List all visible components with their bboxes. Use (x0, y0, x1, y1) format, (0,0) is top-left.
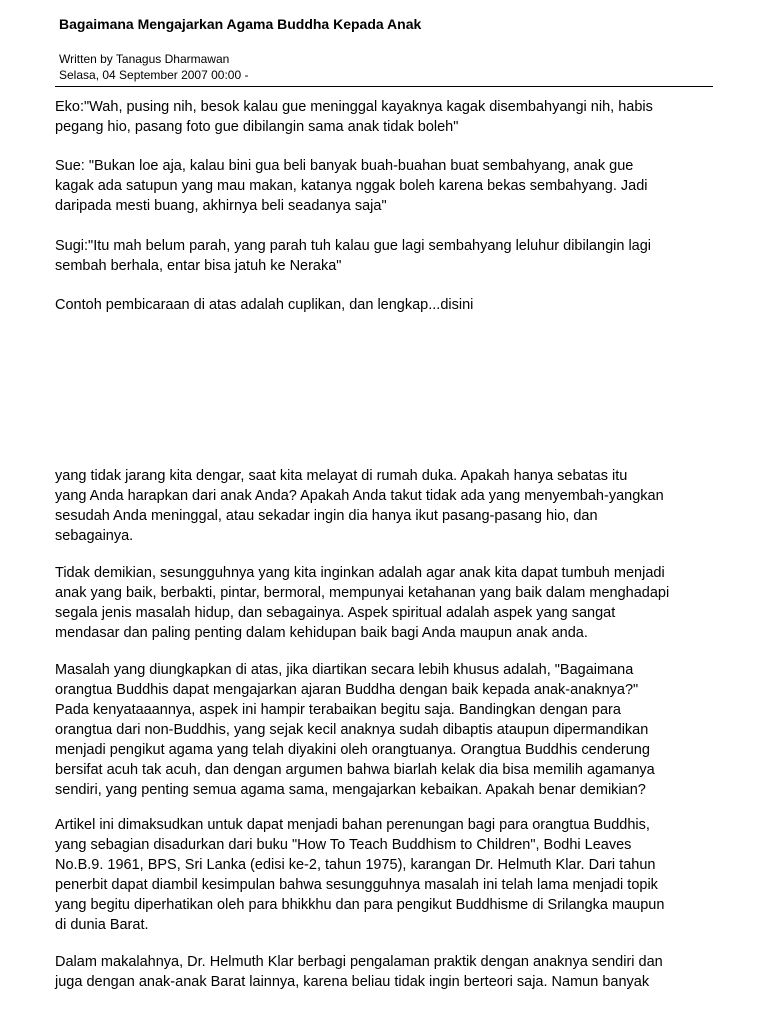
paragraph-true-goal: Tidak demikian, sesungguhnya yang kita inginkan adalah agar anak kita dapat tumbuh menjadi anak yang baik, berbakti, pintar, bermoral, mempunyai ketahanan yang baik dalam menghadapi segala jenis masalah hidup, dan sebagainya. Aspek spiritual adalah aspek yang sangat mendasar dan paling penting dalam kehidupan baik bagi Anda maupun anak anda. (55, 565, 670, 641)
paragraph-dr-klar: Dalam makalahnya, Dr. Helmuth Klar berbagi pengalaman praktik dengan anaknya sendiri dan juga dengan anak-anak Barat lainnya, karena beliau tidak ingin berteori saja. Namun banyak (55, 954, 663, 990)
article-author: Written by Tanagus Dharmawan (59, 52, 230, 66)
paragraph-sue-dialogue: Sue: "Bukan loe aja, kalau bini gua beli banyak buah-buahan buat sembahyang, anak gue kagak ada satupun yang mau makan, katanya nggak boleh karena bekas sembahyang. Jadi daripada mesti buang, akhirnya beli seadanya saja" (55, 158, 648, 214)
paragraph-sugi-dialogue: Sugi:"Itu mah belum parah, yang parah tuh kalau gue lagi sembahyang leluhur dibilangin lagi sembah berhala, entar bisa jatuh ke Neraka" (55, 238, 652, 274)
header-divider (55, 86, 713, 87)
paragraph-funeral-question: yang tidak jarang kita dengar, saat kita melayat di rumah duka. Apakah hanya sebatas itu yang Anda harapkan dari anak Anda? Apakah Anda takut tidak ada yang menyembah-yangkan sesudah Anda meninggal, atau sekadar ingin dia hanya ikut pasang-pasang hio, dan sebagainya. (55, 468, 664, 544)
paragraph-article-purpose: Artikel ini dimaksudkan untuk dapat menjadi bahan perenungan bagi para orangtua Buddhis, yang sebagian disadurkan dari buku "How To Teach Buddhism to Children", Bodhi Leaves No.B.9. 1961, BPS, Sri Lanka (edisi ke-2, tahun 1975), karangan Dr. Helmuth Klar. Dari tahun penerbit dapat diambil kesimpulan bahwa sesungguhnya masalah ini telah lama menjadi topik yang begitu diperhatikan oleh para bhikkhu dan para pengikut Buddhisme di Srilangka maupun di dunia Barat. (55, 817, 665, 933)
paragraph-eko-dialogue: Eko:"Wah, pusing nih, besok kalau gue meninggal kayaknya kagak disembahyangi nih, habis pegang hio, pasang foto gue dibilangin sama anak tidak boleh" (55, 99, 653, 135)
article-meta (59, 51, 248, 83)
paragraph-main-problem: Masalah yang diungkapkan di atas, jika diartikan secara lebih khusus adalah, "Bagaimana orangtua Buddhis dapat mengajarkan ajaran Buddha dengan baik kepada anak-anaknya?" Pada kenyataaannya, aspek ini hampir terabaikan begitu saja. Bandingkan dengan para orangtua dari non-Buddhis, yang sejak kecil anaknya sudah dibaptis ataupun dipermandikan menjadi pengikut agama yang telah diyakini oleh orangtuanya. Orangtua Buddhis cenderung bersifat acuh tak acuh, dan dengan argumen bahwa biarlah kelak dia bisa memilih agamanya sendiri, yang penting semua agama sama, mengajarkan kebaikan. Apakah benar demikian? (55, 662, 655, 798)
article-title: Bagaimana Mengajarkan Agama Buddha Kepada Anak (59, 16, 422, 32)
paragraph-example-intro: Contoh pembicaraan di atas adalah cuplikan, dan lengkap...disini (55, 297, 474, 313)
article-date: Selasa, 04 September 2007 00:00 - (59, 68, 249, 82)
